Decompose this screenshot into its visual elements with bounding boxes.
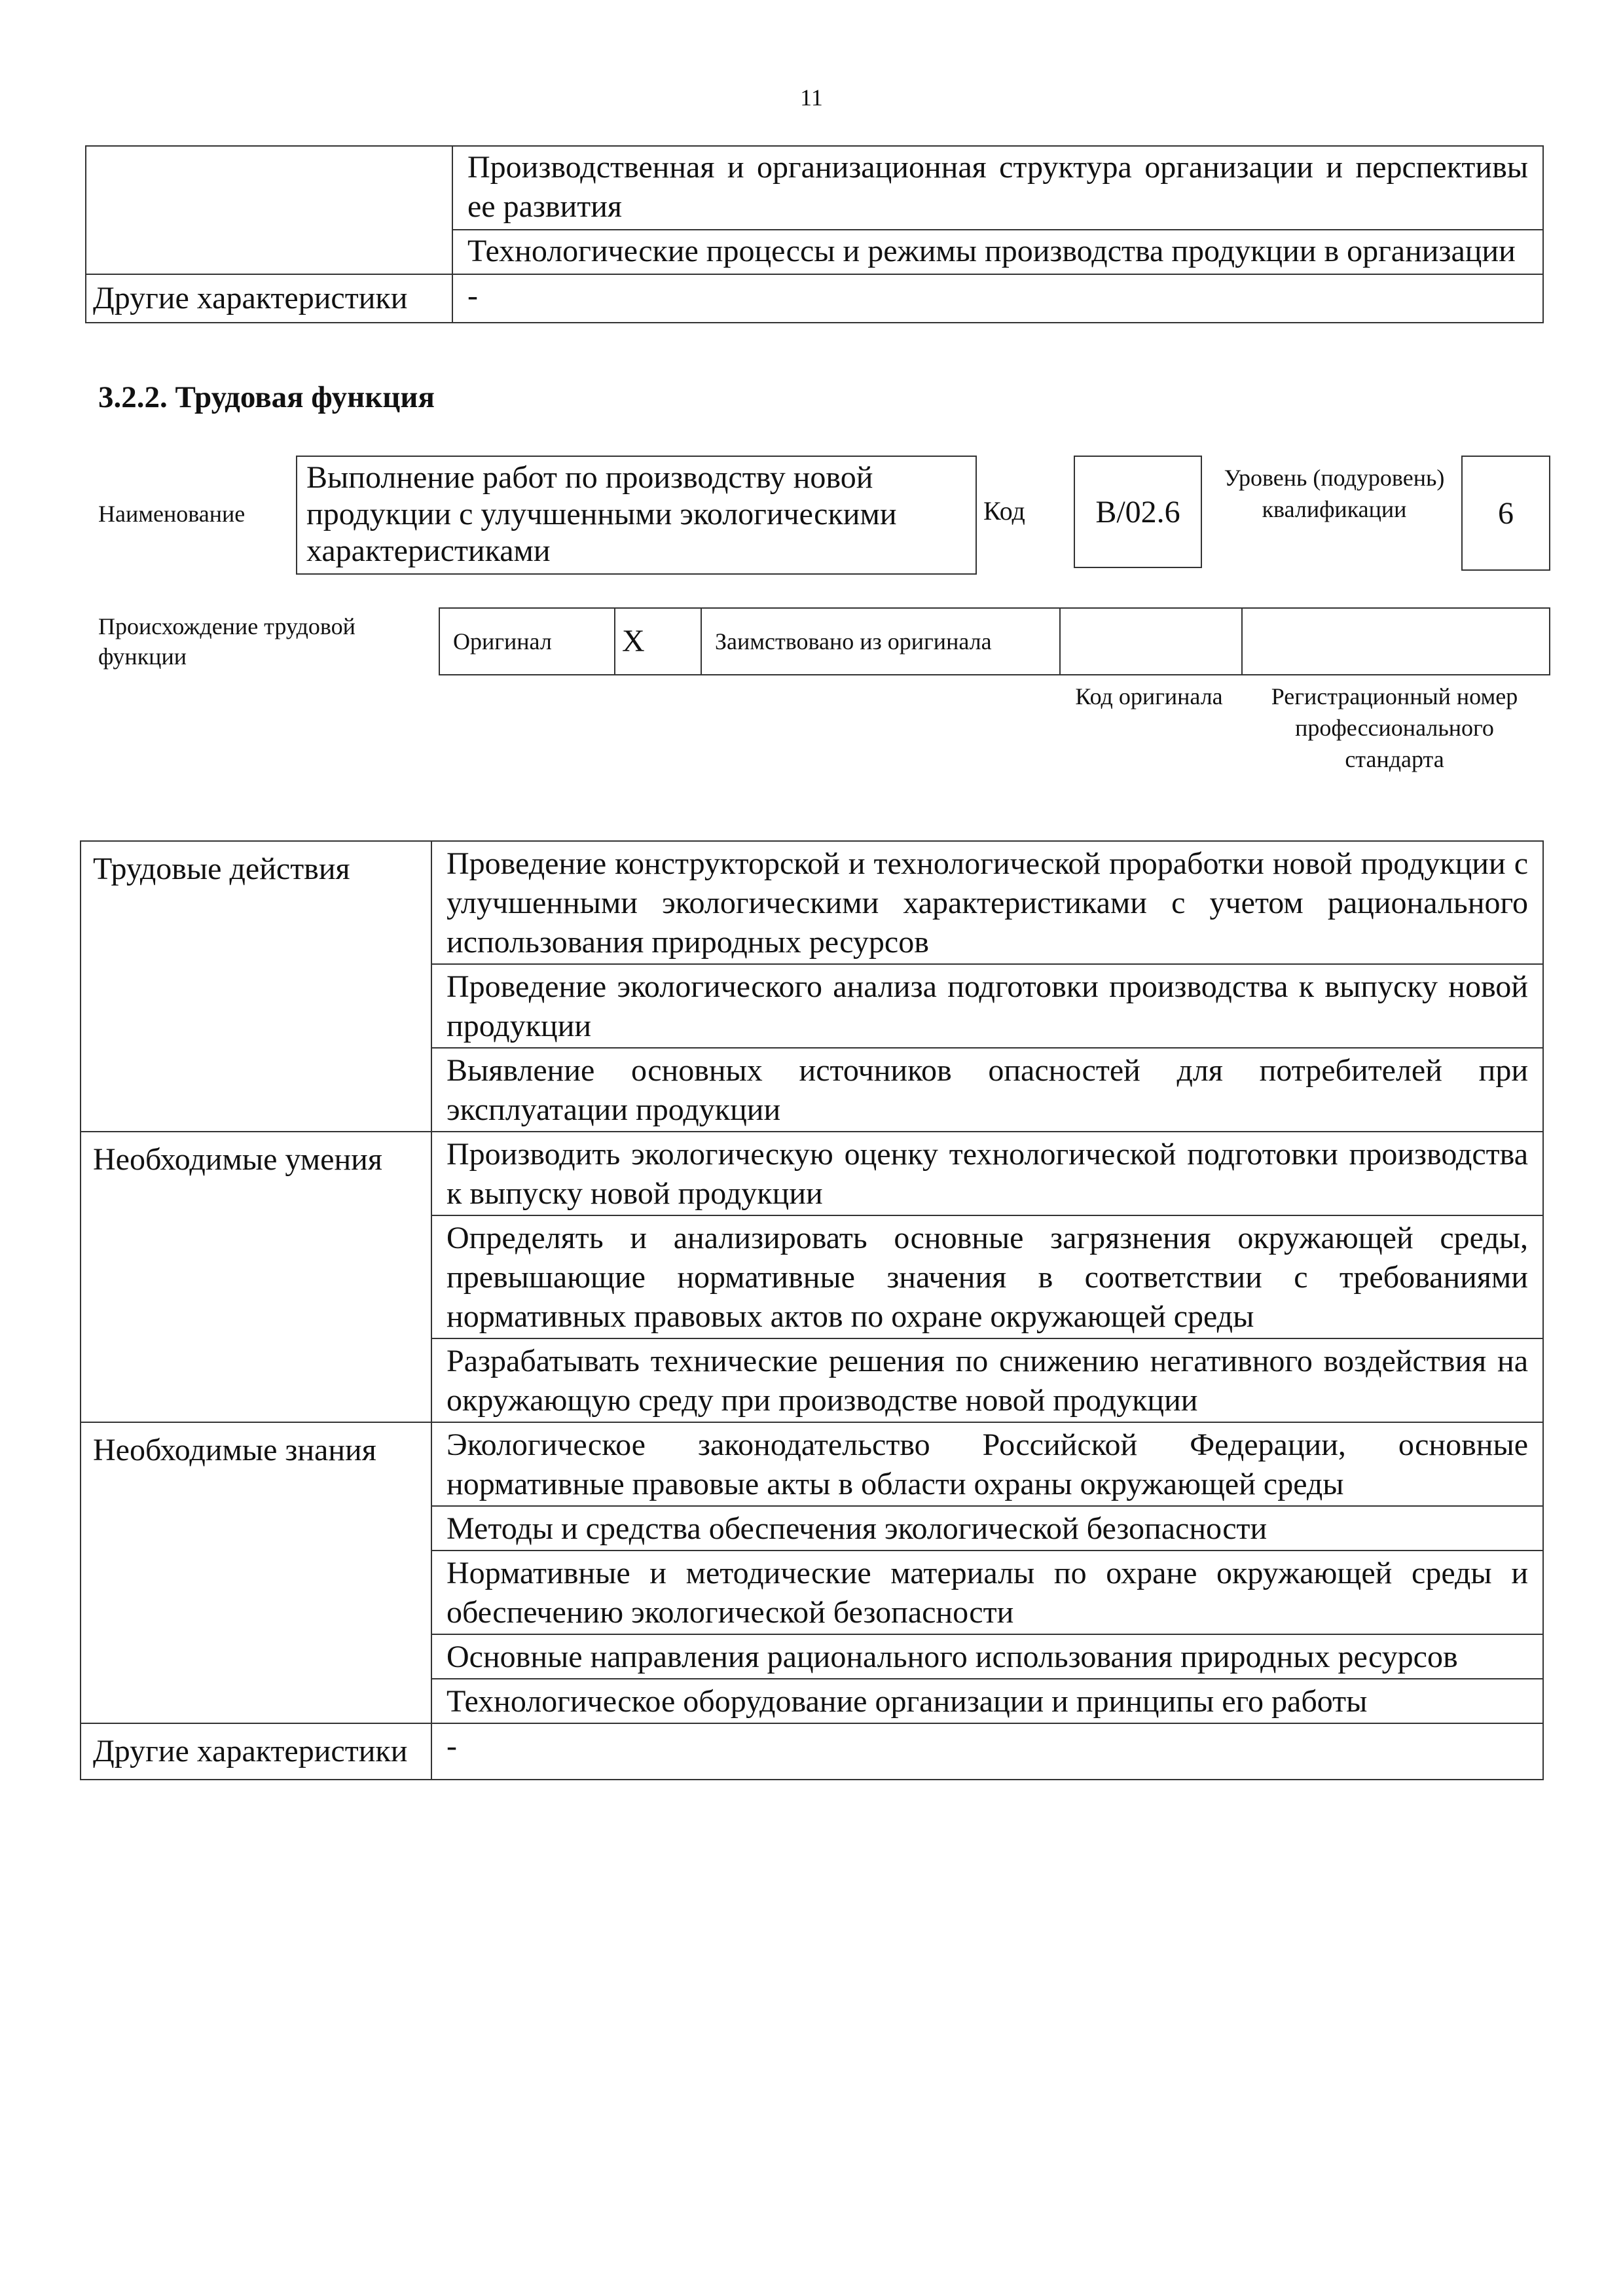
table-cell: Производить экологическую оценку технологической подготовки производства к выпуску новой продукции: [431, 1132, 1543, 1215]
required-knowledge-label: Необходимые знания: [81, 1422, 431, 1723]
original-mark: X: [615, 608, 701, 675]
registration-number-caption: Регистрационный номер профессионального стандарта: [1271, 683, 1518, 772]
table-row: [86, 146, 1543, 230]
other-characteristics-label: Другие характеристики: [86, 274, 452, 323]
table-cell: Технологическое оборудование организации и принципы его работы: [431, 1679, 1543, 1723]
table-row: [439, 608, 1550, 675]
table-cell: Технологические процессы и режимы производства продукции в организации: [452, 230, 1543, 274]
section-heading: 3.2.2. Трудовая функция: [98, 380, 435, 414]
table-cell: Производственная и организационная структура организации и перспективы ее развития: [452, 146, 1543, 230]
labor-actions-label: Трудовые действия: [81, 841, 431, 1132]
original-code-cell: [1060, 608, 1242, 675]
page-number: 11: [800, 84, 823, 111]
borrowed-label: Заимствовано из оригинала: [701, 608, 1060, 675]
table-row: [81, 1422, 1543, 1506]
table-cell: Методы и средства обеспечения экологической безопасности: [431, 1506, 1543, 1551]
required-skills-label: Необходимые умения: [81, 1132, 431, 1422]
continuation-table: [85, 145, 1544, 323]
table-cell: Выявление основных источников опасностей для потребителей при эксплуатации продукции: [431, 1048, 1543, 1132]
function-name-value: Выполнение работ по производству новой продукции с улучшенными экологическими характеристиками: [296, 456, 977, 575]
original-code-caption: Код оригинала: [1075, 683, 1223, 709]
other-characteristics-value: -: [431, 1723, 1543, 1780]
table-row: [86, 274, 1543, 323]
origin-label: Происхождение трудовой функции: [98, 613, 356, 670]
table-cell: Разрабатывать технические решения по снижению негативного воздействия на окружающую среду при производстве новой продукции: [431, 1338, 1543, 1422]
table-cell: Нормативные и методические материалы по охране окружающей среды и обеспечению экологической безопасности: [431, 1551, 1543, 1634]
original-label: Оригинал: [439, 608, 615, 675]
table-cell: Экологическое законодательство Российской Федерации, основные нормативные правовые акты в области охраны окружающей среды: [431, 1422, 1543, 1506]
table-row: [81, 1132, 1543, 1215]
table-cell: Проведение конструкторской и технологической проработки новой продукции с улучшенными экологическими характеристиками с учетом рационального использования природных ресурсов: [431, 841, 1543, 964]
other-characteristics-label: Другие характеристики: [81, 1723, 431, 1780]
qualification-level-label: Уровень (подуровень) квалификации: [1224, 465, 1445, 522]
name-label: Наименование: [98, 501, 246, 527]
table-row: [81, 841, 1543, 964]
table-cell: Основные направления рационального использования природных ресурсов: [431, 1634, 1543, 1679]
code-label: Код: [983, 496, 1025, 526]
registration-number-cell: [1242, 608, 1550, 675]
code-value: B/02.6: [1074, 456, 1202, 568]
qualification-level-value: 6: [1461, 456, 1550, 571]
other-characteristics-value: -: [452, 274, 1543, 323]
table-row: [81, 1723, 1543, 1780]
empty-label-cell: [86, 146, 452, 274]
table-cell: Проведение экологического анализа подготовки производства к выпуску новой продукции: [431, 964, 1543, 1048]
table-cell: Определять и анализировать основные загрязнения окружающей среды, превышающие нормативные значения в соответствии с требованиями нормативных правовых актов по охране окружающей среды: [431, 1215, 1543, 1338]
origin-table: [439, 607, 1550, 675]
labor-function-table: [80, 840, 1544, 1780]
